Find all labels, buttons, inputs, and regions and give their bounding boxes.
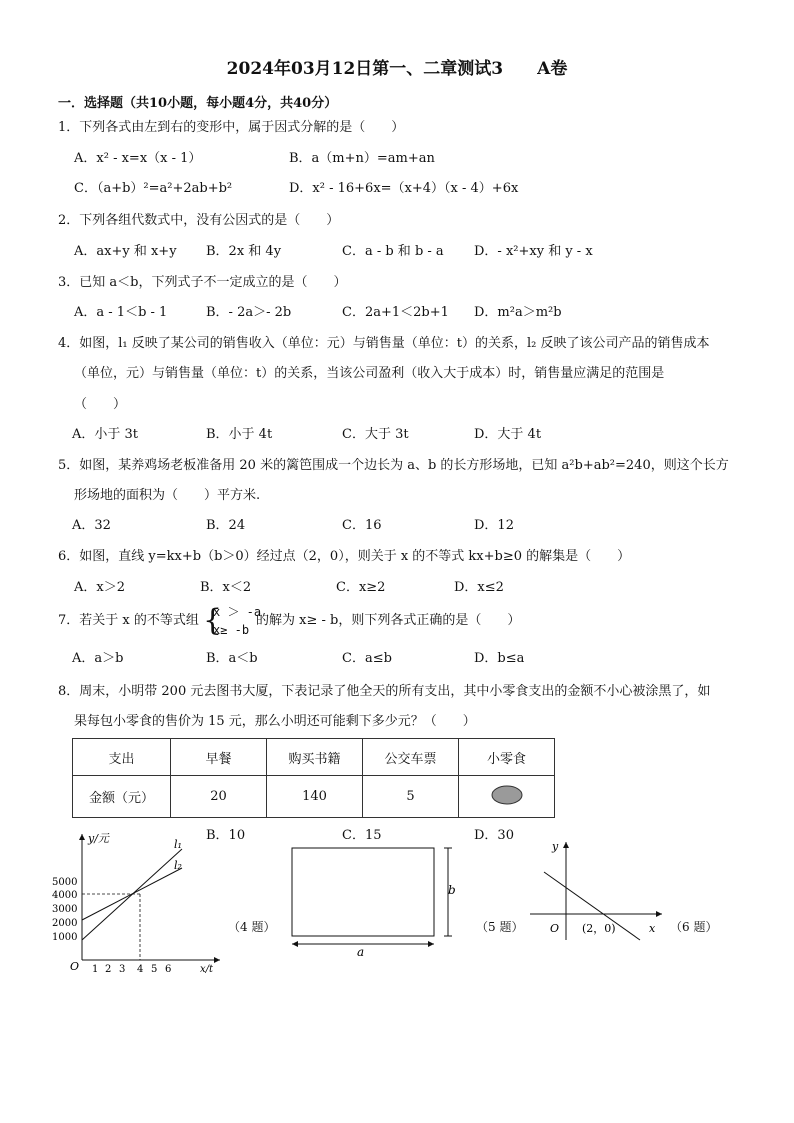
table-header: 小零食: [459, 739, 555, 776]
y-axis-label: y: [552, 840, 559, 853]
q2-option-d[interactable]: D．- x²+xy 和 y - x: [474, 244, 593, 259]
q5-option-c[interactable]: C．16: [342, 518, 382, 533]
question-5-line2: 形场地的面积为（ ）平方米.: [74, 488, 261, 503]
q5-option-d[interactable]: D．12: [474, 518, 514, 533]
q7-option-b[interactable]: B．a＜b: [206, 651, 258, 666]
y-axis-arrow: [563, 842, 569, 848]
x-tick-label: 2: [105, 964, 112, 973]
q1-option-c[interactable]: C．（a+b）²=a²+2ab+b²: [74, 181, 233, 196]
question-4-line3: （ ）: [74, 397, 127, 412]
question-8-line2: 果每包小零食的售价为 15 元，那么小明还可能剩下多少元？（ ）: [74, 714, 476, 729]
rectangle-field: [292, 848, 434, 936]
x-tick-label: 3: [119, 964, 126, 973]
table-cell: [459, 776, 555, 818]
origin-label: O: [550, 922, 560, 935]
q3-option-a[interactable]: A．a - 1＜b - 1: [74, 305, 168, 320]
q4-option-a[interactable]: A．小于 3t: [72, 427, 139, 442]
x-axis-label: x/t: [200, 964, 214, 973]
system-line-1: x ＞ -a: [213, 605, 262, 619]
q3-option-d[interactable]: D．m²a＞m²b: [474, 305, 562, 320]
y-tick-label: 4000: [52, 890, 78, 901]
figure-5-rectangle: [286, 842, 466, 960]
q6-option-b[interactable]: B．x＜2: [200, 580, 252, 595]
side-a-label: a: [357, 945, 365, 959]
question-7-pre: 7．若关于 x 的不等式组: [58, 613, 199, 628]
y-axis-arrow: [79, 834, 85, 840]
question-4-line2: （单位，元）与销售量（单位：t）的关系，当该公司盈利（收入大于成本）时，销售量应满足的范围是: [74, 366, 665, 381]
origin-label: O: [70, 960, 80, 973]
table-header: 早餐: [171, 739, 267, 776]
q1-option-d[interactable]: D．x² - 16+6x=（x+4）（x - 4）+6x: [289, 181, 519, 196]
x-tick-label: 5: [151, 964, 158, 973]
q2-option-c[interactable]: C．a - b 和 b - a: [342, 244, 444, 259]
q3-option-b[interactable]: B．- 2a＞- 2b: [206, 305, 292, 320]
table-header: 购买书籍: [267, 739, 363, 776]
x-axis-label: x: [649, 922, 656, 935]
q1-option-a[interactable]: A．x² - x=x（x - 1）: [74, 151, 202, 166]
q4-option-c[interactable]: C．大于 3t: [342, 427, 409, 442]
q7-option-c[interactable]: C．a≤b: [342, 651, 392, 666]
table-header: 公交车票: [363, 739, 459, 776]
question-8-line1: 8．周末，小明带 200 元去图书大厦，下表记录了他全天的所有支出，其中小零食支出的金额不小心被涂黑了，如: [58, 684, 711, 699]
q7-option-a[interactable]: A．a＞b: [72, 651, 124, 666]
blacked-out-oval: [490, 784, 524, 806]
q4-option-d[interactable]: D．大于 4t: [474, 427, 542, 442]
x-axis-arrow: [214, 957, 220, 963]
x-axis-arrow: [656, 911, 662, 917]
y-tick-label: 3000: [52, 904, 78, 915]
point-label: (2，0): [582, 922, 616, 935]
q6-option-d[interactable]: D．x≤2: [454, 580, 504, 595]
figure-5-caption: （5 题）: [476, 920, 524, 934]
dimension-a-arrow: [428, 941, 434, 947]
l2-label: l₂: [174, 859, 182, 872]
q3-option-c[interactable]: C．2a+1＜2b+1: [342, 305, 449, 320]
question-1-stem: 1．下列各式由左到右的变形中，属于因式分解的是（ ）: [58, 120, 405, 135]
table-header: 支出: [73, 739, 171, 776]
expense-table: [72, 738, 555, 818]
question-5-line1: 5．如图，某养鸡场老板准备用 20 米的篱笆围成一个边长为 a、b 的长方形场地，已知 a²b+ab²=240，则这个长方: [58, 458, 729, 473]
q6-option-a[interactable]: A．x＞2: [74, 580, 125, 595]
page-title: 2024年03月12日第一、二章测试3 A卷: [226, 59, 568, 79]
figure-4-graph: [50, 828, 225, 973]
section-heading: 一．选择题（共10小题，每小题4分，共40分）: [58, 96, 338, 111]
q6-option-c[interactable]: C．x≥2: [336, 580, 386, 595]
y-tick-label: 1000: [52, 932, 78, 943]
x-tick-label: 6: [165, 964, 172, 973]
x-tick-label: 1: [92, 964, 99, 973]
table-cell: 140: [267, 776, 363, 818]
q2-option-b[interactable]: B．2x 和 4y: [206, 244, 282, 259]
q5-option-a[interactable]: A．32: [72, 518, 111, 533]
q7-option-d[interactable]: D．b≤a: [474, 651, 525, 666]
question-6-stem: 6．如图，直线 y=kx+b（b＞0）经过点（2，0），则关于 x 的不等式 kx+b≥0 的解集是（ ）: [58, 549, 631, 564]
table-cell: 20: [171, 776, 267, 818]
question-7-post: 的解为 x≥ - b，则下列各式正确的是（ ）: [256, 613, 521, 628]
y-axis-label: y/元: [88, 832, 109, 845]
y-tick-label: 5000: [52, 877, 78, 888]
l1-label: l₁: [174, 838, 182, 851]
figure-6-graph: [530, 836, 670, 946]
q5-option-b[interactable]: B．24: [206, 518, 246, 533]
y-tick-label: 2000: [52, 918, 78, 929]
q8-option-b[interactable]: B．10: [206, 828, 246, 843]
figure-6-caption: （6 题）: [670, 920, 718, 934]
q2-option-a[interactable]: A．ax+y 和 x+y: [74, 244, 177, 259]
x-tick-label: 4: [137, 964, 144, 973]
table-cell: 金额（元）: [73, 776, 171, 818]
question-2-stem: 2．下列各组代数式中，没有公因式的是（ ）: [58, 213, 340, 228]
table-cell: 5: [363, 776, 459, 818]
question-4-line1: 4．如图，l₁ 反映了某公司的销售收入（单位：元）与销售量（单位：t）的关系，l₂ 反映了该公司产品的销售成本: [58, 336, 710, 351]
q8-option-c[interactable]: C．15: [342, 828, 382, 843]
system-line-2: x≥ -b: [213, 623, 250, 637]
q1-option-b[interactable]: B．a（m+n）=am+an: [289, 151, 435, 166]
figure-4-caption: （4 题）: [228, 920, 276, 934]
dimension-a-arrow: [292, 941, 298, 947]
q4-option-b[interactable]: B．小于 4t: [206, 427, 273, 442]
question-3-stem: 3．已知 a＜b，下列式子不一定成立的是（ ）: [58, 275, 347, 290]
brace: {: [203, 603, 223, 638]
q8-option-d[interactable]: D．30: [474, 828, 514, 843]
side-b-label: b: [448, 883, 456, 897]
